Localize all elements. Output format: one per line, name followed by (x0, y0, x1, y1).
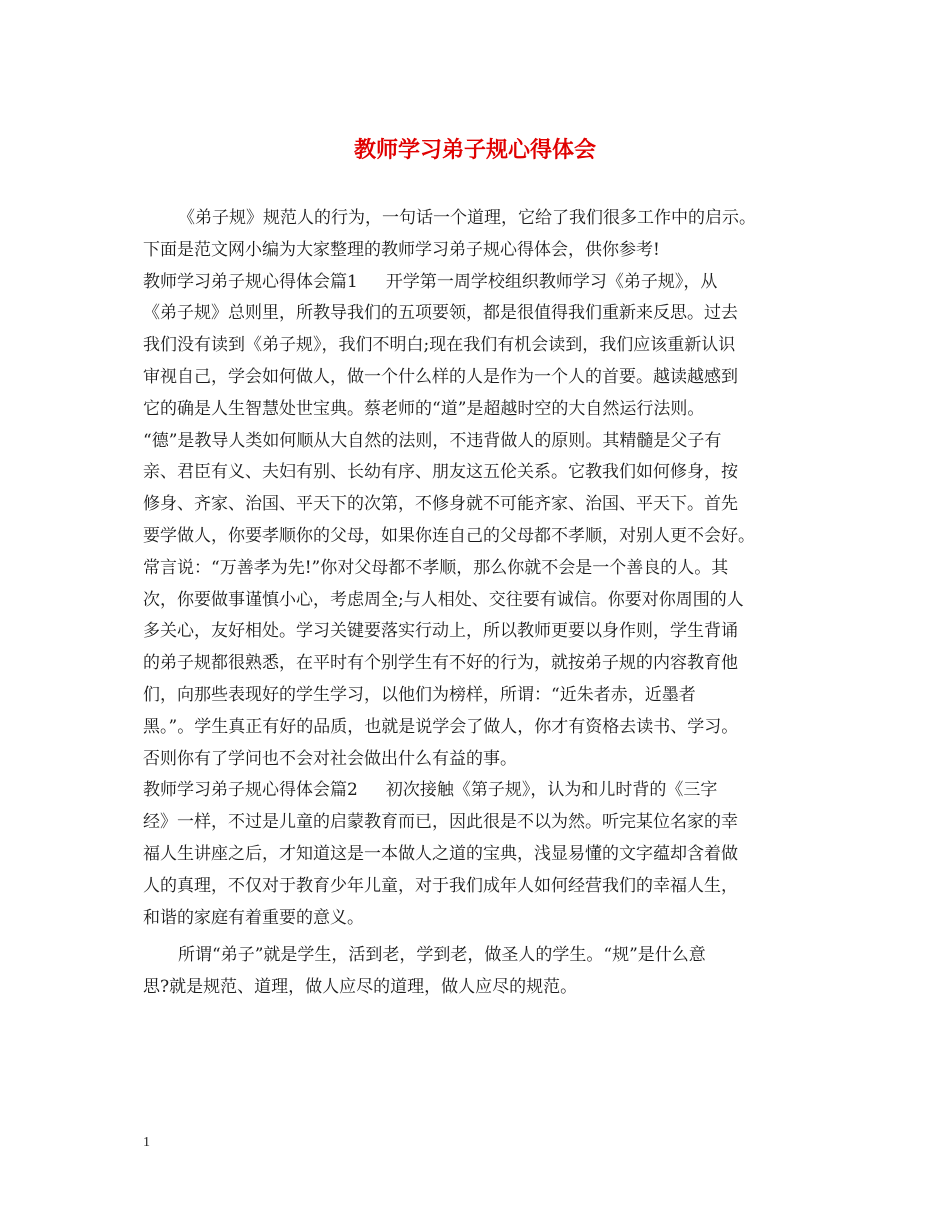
paragraph-line: “德”是教导人类如何顺从大自然的法则，不违背做人的原则。其精髓是父子有 (143, 430, 722, 451)
paragraph-line: 和谐的家庭有着重要的意义。 (143, 907, 364, 928)
paragraph-line: 《弟子规》总则里，所教导我们的五项要领，都是很值得我们重新来反思。过去 (143, 303, 738, 324)
paragraph-line: 它的确是人生智慧处世宝典。蔡老师的“道”是超越时空的大自然运行法则。 (143, 398, 705, 419)
paragraph-line: 所谓“弟子”就是学生，活到老，学到老，做圣人的学生。“规”是什么意 (178, 945, 706, 966)
paragraph-line: 审视自己，学会如何做人，做一个什么样的人是作为一个人的首要。越读越感到 (143, 366, 738, 387)
document-body (143, 203, 813, 1004)
paragraph-line: 次，你要做事谨慎小心，考虑周全;与人相处、交往要有诚信。你要对你周围的人 (143, 589, 744, 610)
paragraph-line: 亲、君臣有义、夫妇有别、长幼有序、朋友这五伦关系。它教我们如何修身，按 (143, 462, 738, 483)
section-heading-1: 教师学习弟子规心得体会篇1 (143, 271, 358, 292)
document-title: 教师学习弟子规心得体会 (353, 137, 596, 163)
paragraph-line: 修身、齐家、治国、平天下的次第，不修身就不可能齐家、治国、平天下。首先 (143, 494, 738, 515)
paragraph-line: 思?就是规范、道理，做人应尽的道理，做人应尽的规范。 (143, 977, 578, 998)
paragraph-line: 们，向那些表现好的学生学习，以他们为榜样，所谓：“近朱者赤，近墨者 (143, 684, 696, 705)
paragraph-line: 黑。”。学生真正有好的品质，也就是说学会了做人，你才有资格去读书、学习。 (143, 716, 739, 737)
paragraph-line: 要学做人，你要孝顺你的父母，如果你连自己的父母都不孝顺，对别人更不会好。 (143, 525, 755, 546)
paragraph-text: 开学第一周学校组织教师学习《弟子规》，从 (385, 271, 718, 292)
paragraph-line: 下面是范文网小编为大家整理的教师学习弟子规心得体会，供你参考! (143, 239, 660, 260)
paragraph-line: 经》一样，不过是儿童的启蒙教育而已，因此很是不以为然。听完某位名家的幸 (143, 812, 738, 833)
paragraph-line: 福人生讲座之后，才知道这是一本做人之道的宝典，浅显易懂的文字蕴却含着做 (143, 843, 738, 864)
page-number: 1 (143, 1135, 150, 1150)
paragraph-line: 《弟子规》规范人的行为，一句话一个道理，它给了我们很多工作中的启示。 (178, 208, 756, 228)
paragraph-line: 常言说：“万善孝为先!”你对父母都不孝顺，那么你就不会是一个善良的人。其 (143, 557, 729, 578)
paragraph-line: 我们没有读到《弟子规》，我们不明白;现在我们有机会读到，我们应该重新认识 (143, 335, 736, 356)
section-heading-2: 教师学习弟子规心得体会篇2 (143, 780, 358, 801)
paragraph-line: 人的真理，不仅对于教育少年儿童，对于我们成年人如何经营我们的幸福人生， (143, 875, 738, 896)
section-line (143, 267, 813, 299)
paragraph-text: 初次接触《第子规》，认为和儿时背的《三字 (385, 780, 718, 801)
paragraph-line: 否则你有了学问也不会对社会做出什么有益的事。 (143, 748, 517, 769)
paragraph-line: 的弟子规都很熟悉，在平时有个别学生有不好的行为，就按弟子规的内容教育他 (143, 653, 738, 674)
paragraph-line: 多关心，友好相处。学习关键要落实行动上，所以教师更要以身作则，学生背诵 (143, 621, 738, 642)
section-line (143, 775, 813, 807)
